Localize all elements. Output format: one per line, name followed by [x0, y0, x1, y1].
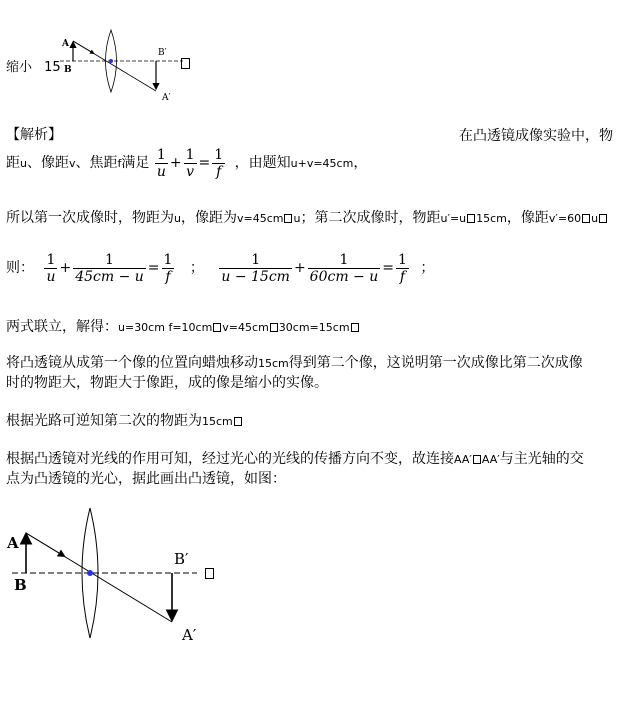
- analysis-line-4: 两式联立，解得：u=30cm f=10cm v=45cm 30cm=15cm: [6, 316, 360, 336]
- equations-line: 则： $\frac{1}{u}$ + $\frac{1}{45cm - u}$ = $\frac{1}{f}$ ； $\frac{1}{u - 15cm}$ + $\frac{1}{60cm - u}$ = $\frac{1}{f}$ ；: [6, 251, 435, 285]
- small-lens-diagram: [58, 28, 188, 108]
- analysis-line-9: 点为凸透镜的光心，据此画出凸透镜，如图：: [6, 471, 286, 487]
- analysis-line-7: 根据光路可逆知第二次的物距为15cm: [6, 410, 243, 430]
- ray-arrow: [73, 41, 94, 54]
- answer-line: [6, 56, 61, 75]
- large-lens-diagram: [2, 500, 217, 650]
- diagram-blank-box: [205, 568, 214, 579]
- label-B-prime: B′: [174, 550, 189, 568]
- analysis-line-5: 将凸透镜从成第一个像的位置向蜡烛移动15cm得到第二个像，这说明第一次成像比第二次成像: [6, 355, 583, 371]
- answer-text: 缩小: [6, 60, 33, 75]
- answer-blank-box: [181, 58, 190, 69]
- analysis-line-6: 时的物距大，物距大于像距，成的像是缩小的实像。: [6, 375, 328, 391]
- label-B: B: [64, 65, 72, 75]
- optical-center: [109, 59, 113, 63]
- label-A: A: [7, 534, 19, 552]
- label-A-prime: A′: [162, 93, 171, 103]
- analysis-intro-right: 在凸透镜成像实验中，物: [459, 128, 613, 144]
- analysis-heading: 【解析】: [6, 127, 62, 143]
- optical-center: [87, 570, 93, 576]
- frac-1-v: $\frac{1}{v}$: [185, 146, 195, 180]
- analysis-line-8: 根据凸透镜对光线的作用可知，经过光心的光线的传播方向不变，故连接AA′ AA′与主光轴的交: [6, 451, 584, 467]
- frac-1-u: $\frac{1}{u}$: [156, 146, 166, 180]
- ray-arrow: [26, 533, 64, 556]
- label-A: A: [62, 39, 69, 49]
- answer-value: 15: [44, 60, 61, 75]
- label-B: B: [14, 576, 27, 594]
- analysis-line-2: 所以第一次成像时，物距为u，像距为v=45cm u；第二次成像时，物距u′=u 15cm，像距v′=60 u: [6, 207, 608, 227]
- label-B-prime: B′: [158, 48, 167, 58]
- frac-1-f: $\frac{1}{f}$: [214, 146, 224, 180]
- formula-line-1: 距u、像距v、焦距f满足 $\frac{1}{u}$ + $\frac{1}{v}$ = $\frac{1}{f}$ ，由题知u+v=45cm，: [6, 146, 368, 180]
- label-A-prime: A′: [182, 626, 197, 644]
